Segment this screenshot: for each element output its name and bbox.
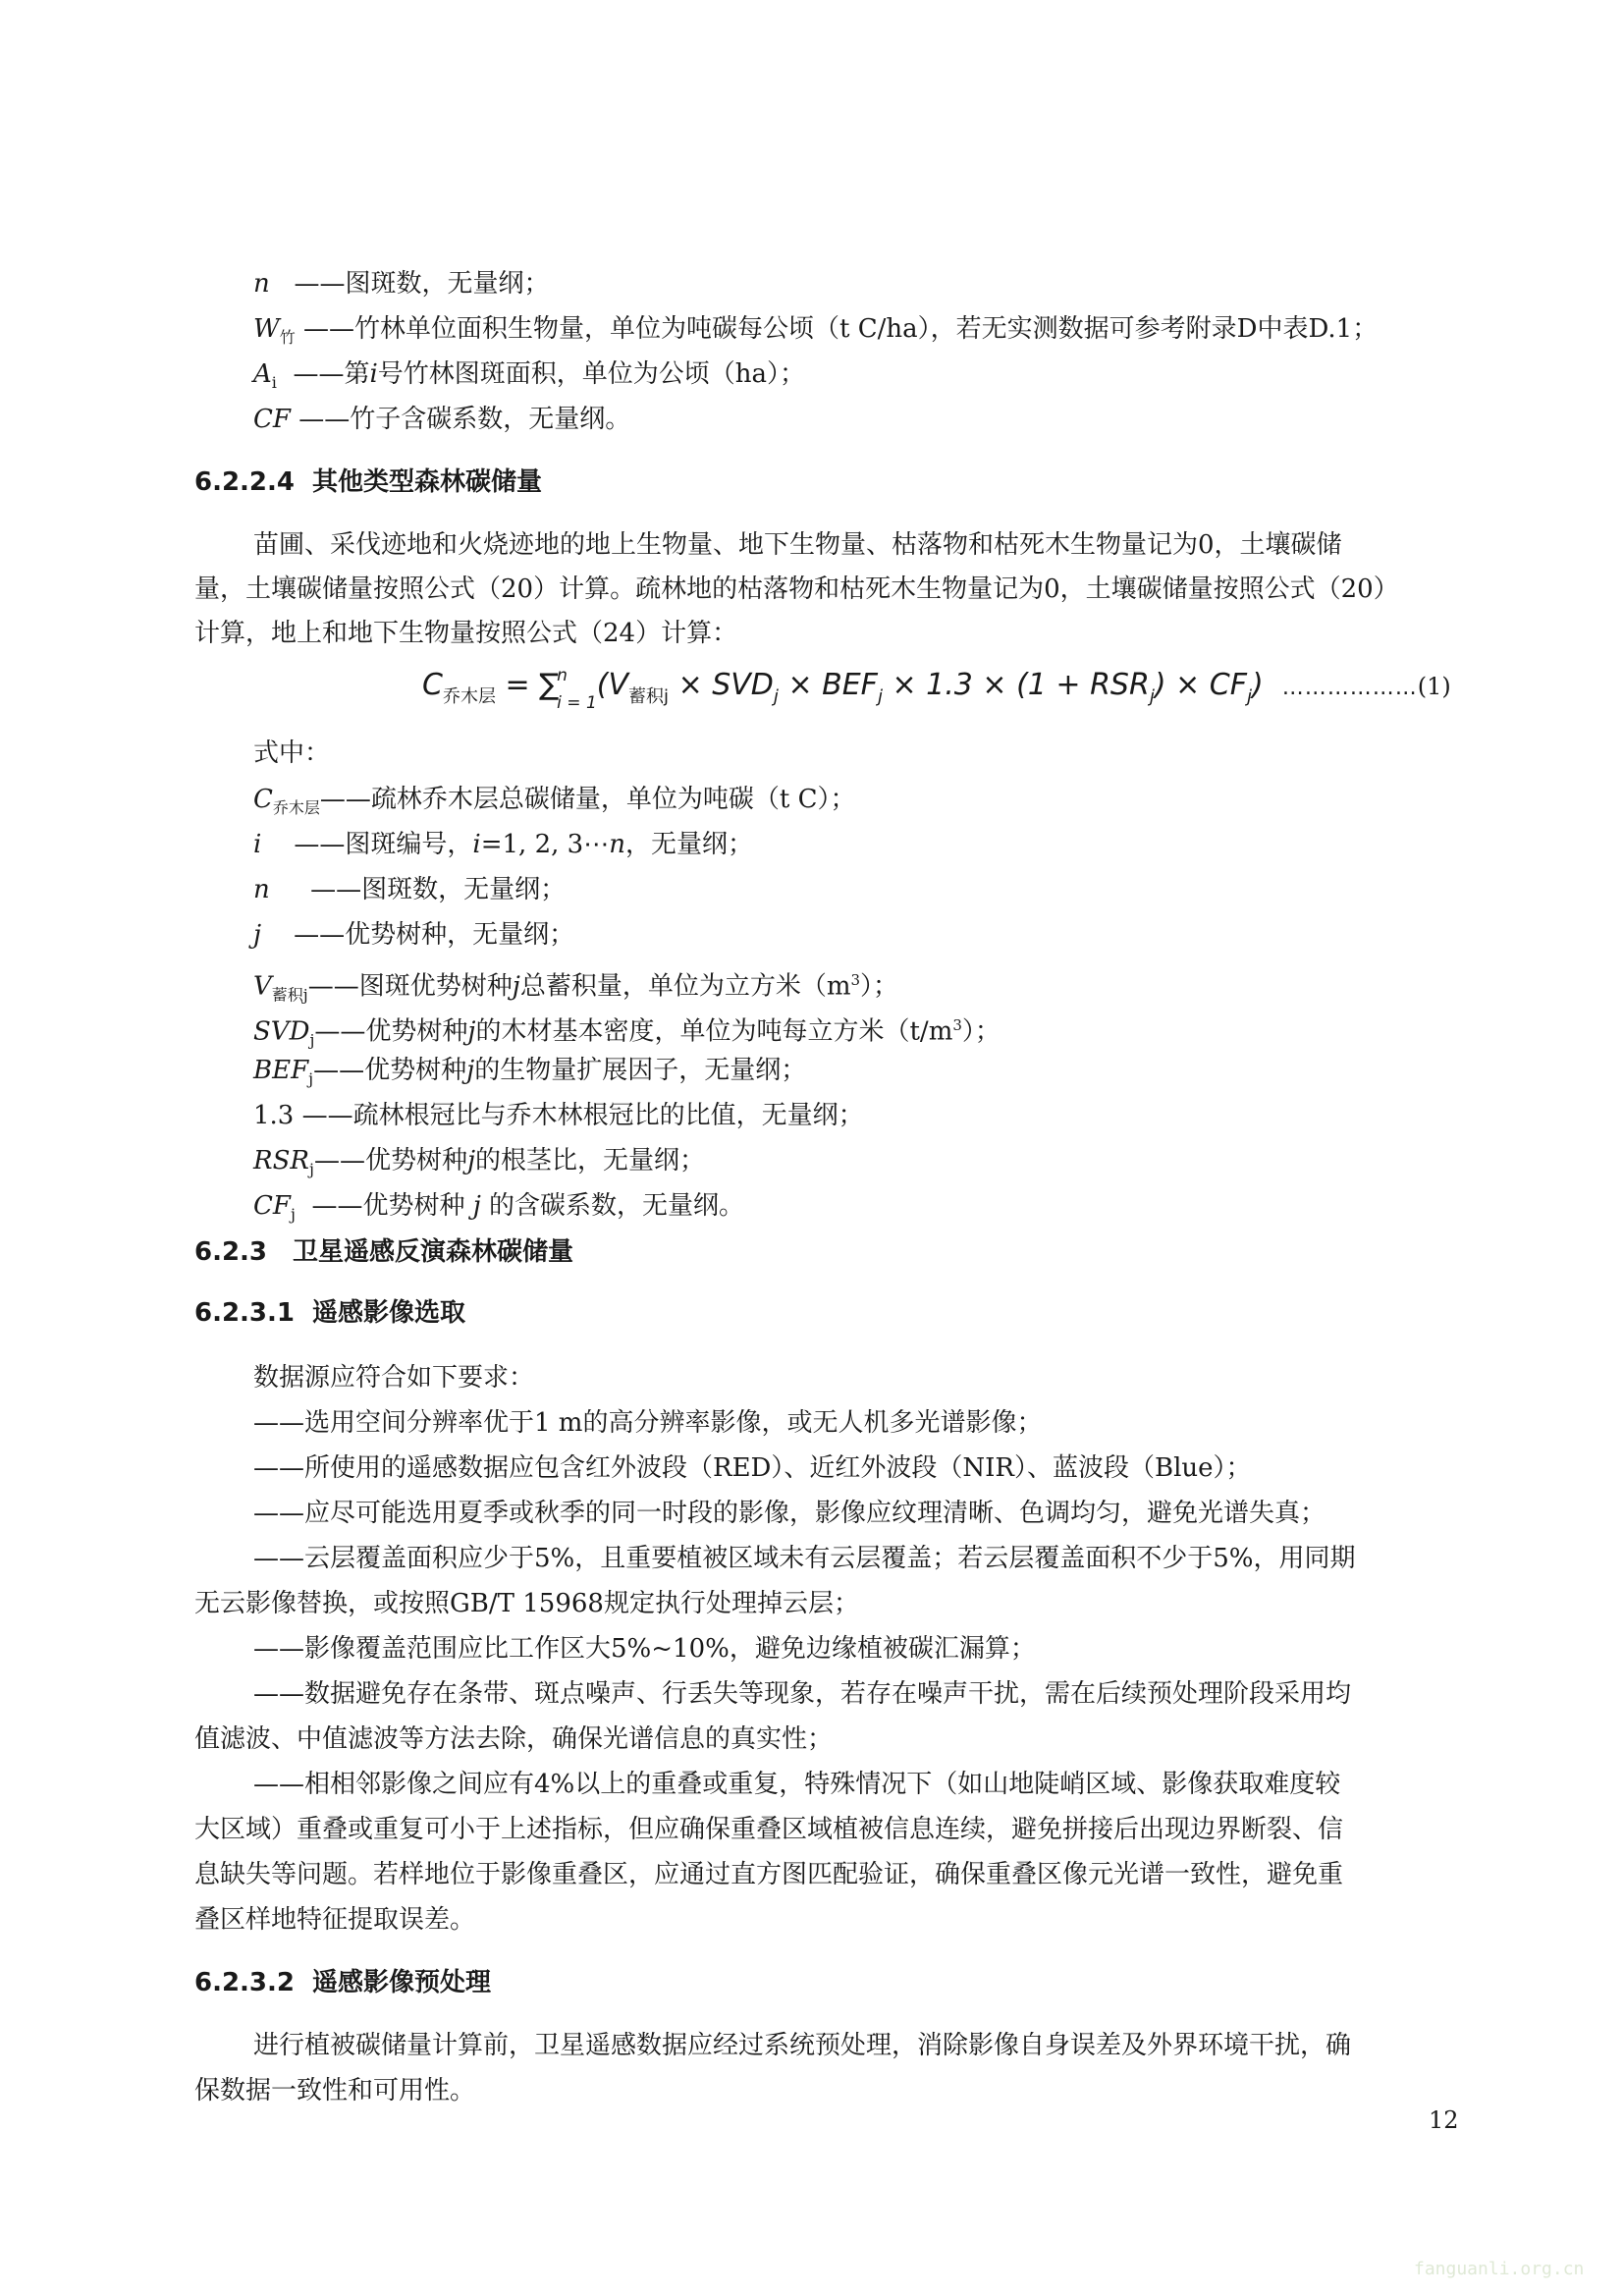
where-n-text: ——图斑数，无量纲； <box>310 875 567 904</box>
section-title: 遥感影像预处理 <box>312 1968 492 1997</box>
equation-number: (1) <box>1417 673 1451 700</box>
where-svd-text-var: j <box>467 1016 476 1047</box>
where-svd-text-pre: ——优势树种 <box>314 1016 468 1047</box>
where-j-text: ——优势树种，无量纲； <box>294 920 575 950</box>
sum-upper: n <box>557 666 568 685</box>
where-svd-symbol: SVD <box>253 1016 310 1047</box>
where-i-line <box>253 828 753 861</box>
where-v-text-pre: ——图斑优势树种 <box>307 971 513 1002</box>
formula-sub: j <box>877 686 883 707</box>
formula-lhs-sub: 乔木层 <box>442 686 496 707</box>
section-title: 卫星遥感反演森林碳储量 <box>293 1237 574 1267</box>
where-cfj-text-pre: ——优势树种 <box>311 1191 465 1221</box>
def-w-symbol: W <box>253 314 280 344</box>
list-item-continuation: 息缺失等问题。若样地位于影像重叠区，应通过直方图匹配验证，确保重叠区像元光谱一致性，避免重 <box>194 1860 1344 1889</box>
formula-lhs: C <box>422 668 443 702</box>
where-cfj-symbol: CF <box>253 1191 291 1221</box>
formula-leader-dots: ……………… <box>1281 676 1418 700</box>
formula-term: × SVD <box>669 668 774 702</box>
def-w-subscript: 竹 <box>279 328 296 347</box>
where-c-line <box>253 783 856 825</box>
formula-term: ) × CF <box>1154 668 1247 702</box>
section-title: 其他类型森林碳储量 <box>312 467 543 497</box>
where-bef-subscript: j <box>308 1069 314 1088</box>
where-i-symbol: i <box>253 830 262 859</box>
section-number: 6.2.3.1 <box>194 1298 295 1328</box>
section-heading-6232 <box>194 1966 491 1999</box>
formula-term: ) <box>1251 668 1264 702</box>
where-rsr-text-post: 的根茎比，无量纲； <box>475 1146 706 1175</box>
where-svd-text-end: ）； <box>961 1016 1001 1047</box>
def-a-line <box>253 357 805 400</box>
where-k-symbol: 1.3 <box>253 1101 295 1130</box>
watermark: fanguanli.org.cn <box>1414 2259 1585 2279</box>
list-item: ——数据避免存在条带、斑点噪声、行丢失等现象，若存在噪声干扰，需在后续预处理阶段采用均 <box>253 1679 1352 1709</box>
formula-sub: j <box>1149 686 1155 707</box>
def-cf-text: ——竹子含碳系数，无量纲。 <box>298 405 631 434</box>
where-v-text-post: 总蓄积量，单位为立方米（m <box>519 971 851 1002</box>
list-item: ——应尽可能选用夏季或秋季的同一时段的影像，影像应纹理清晰、色调均匀，避免光谱失真； <box>253 1499 1326 1528</box>
list-item-continuation: 大区域）重叠或重复可小于上述指标，但应确保重叠区域植被信息连续，避免拼接后出现边界断裂、信 <box>194 1815 1344 1844</box>
sum-symbol <box>539 666 597 713</box>
formula-sub: j <box>773 686 779 707</box>
list-item: ——选用空间分辨率优于1 m的高分辨率影像，或无人机多光谱影像； <box>253 1408 1043 1438</box>
where-bef-text-pre: ——优势树种 <box>313 1056 467 1085</box>
def-cf-line <box>253 403 630 436</box>
list-item: ——所使用的遥感数据应包含红外波段（RED）、近红外波段（NIR）、蓝波段（Blue）； <box>253 1453 1252 1483</box>
where-rsr-line <box>253 1144 705 1186</box>
where-bef-text-post: 的生物量扩展因子，无量纲； <box>474 1056 807 1085</box>
where-bef-line <box>253 1054 806 1096</box>
where-rsr-subscript: j <box>308 1160 314 1178</box>
sum-glyph: ∑ <box>539 668 560 702</box>
paragraph-line: 进行植被碳储量计算前，卫星遥感数据应经过系统预处理，消除影像自身误差及外界环境干扰，确 <box>253 2031 1352 2060</box>
where-svd-subscript: j <box>309 1030 315 1050</box>
formula-term: (V <box>596 668 629 702</box>
where-i-text-n: n <box>609 830 625 859</box>
def-a-subscript: i <box>271 373 277 392</box>
section-number: 6.2.3.2 <box>194 1968 295 1997</box>
where-cfj-subscript: j <box>290 1205 296 1224</box>
where-i-text-end: ，无量纲； <box>624 830 753 859</box>
where-v-text-end: ）； <box>860 971 899 1002</box>
where-j-line <box>253 918 574 952</box>
list-item-continuation: 叠区样地特征提取误差。 <box>194 1905 476 1935</box>
paragraph-line: 计算，地上和地下生物量按照公式（24）计算： <box>194 619 738 648</box>
def-cf-symbol: CF <box>253 405 291 434</box>
def-a-text-post: 号竹林图斑面积，单位为公顷（ha）； <box>377 359 806 389</box>
where-rsr-text-var: j <box>466 1146 476 1175</box>
section-heading-6224 <box>194 465 542 499</box>
where-i-text-var: i <box>472 830 481 859</box>
where-v-symbol: V <box>253 971 272 1002</box>
def-a-text-pre: ——第 <box>293 359 370 389</box>
sum-lower: i = 1 <box>557 693 597 713</box>
paragraph-line: 苗圃、采伐迹地和火烧迹地的地上生物量、地下生物量、枯落物和枯死木生物量记为0，土壤碳储 <box>253 530 1342 560</box>
def-n-symbol: n <box>253 269 270 299</box>
where-n-line <box>253 873 566 906</box>
formula-term: × 1.3 × (1 + RSR <box>882 668 1150 702</box>
formula-sub: 蓄积j <box>628 686 670 707</box>
where-k-line <box>253 1099 864 1132</box>
formula-term: × BEF <box>778 668 878 702</box>
section-number: 6.2.3 <box>194 1237 268 1267</box>
where-c-symbol: C <box>253 785 273 814</box>
def-a-symbol: A <box>253 359 272 389</box>
list-item-continuation: 无云影像替换，或按照GB/T 15968规定执行处理掉云层； <box>194 1589 859 1618</box>
where-svd-text-post: 的木材基本密度，单位为吨每立方米（t/m <box>475 1016 953 1047</box>
paragraph-line: 数据源应符合如下要求： <box>253 1363 535 1393</box>
where-label: 式中： <box>253 738 331 768</box>
list-item: ——影像覆盖范围应比工作区大5%~10%，避免边缘植被碳汇漏算； <box>253 1634 1036 1664</box>
where-i-text-post: =1, 2, 3⋯ <box>480 830 610 859</box>
where-cfj-text-var: j <box>472 1191 481 1221</box>
def-w-text: ——竹林单位面积生物量，单位为吨碳每公顷（t C/ha），若无实测数据可参考附录D中表D.1； <box>303 314 1379 344</box>
where-rsr-symbol: RSR <box>253 1146 309 1175</box>
def-a-text-var: i <box>369 359 378 389</box>
where-cfj-text-post: 的含碳系数，无量纲。 <box>489 1191 745 1221</box>
where-k-text: ——疏林根冠比与乔木林根冠比的比值，无量纲； <box>301 1101 864 1130</box>
where-v-line <box>253 963 898 1012</box>
where-v-subscript: 蓄积j <box>271 985 308 1005</box>
section-title: 遥感影像选取 <box>312 1298 466 1328</box>
where-bef-symbol: BEF <box>253 1056 309 1085</box>
def-n-text: ——图斑数，无量纲； <box>294 269 550 299</box>
where-c-subscript: 乔木层 <box>272 798 320 817</box>
list-item: ——云层覆盖面积应少于5%，且重要植被区域未有云层覆盖；若云层覆盖面积不少于5%，用同期 <box>253 1544 1356 1573</box>
list-item: ——相相邻影像之间应有4%以上的重叠或重复，特殊情况下（如山地陡峭区域、影像获取难度较 <box>253 1770 1341 1799</box>
where-svd-text-sup: 3 <box>952 1016 962 1034</box>
where-svd-line <box>253 1009 1001 1058</box>
section-heading-6231 <box>194 1296 465 1330</box>
where-j-symbol: j <box>253 920 262 950</box>
section-heading-623 <box>194 1235 573 1269</box>
section-number: 6.2.2.4 <box>194 467 295 497</box>
where-c-text: ——疏林乔木层总碳储量，单位为吨碳（t C）； <box>319 785 856 814</box>
page-number: 12 <box>1429 2106 1459 2134</box>
paragraph-line: 保数据一致性和可用性。 <box>194 2076 476 2105</box>
where-cfj-line <box>253 1189 744 1231</box>
formula-sub: j <box>1246 686 1252 707</box>
list-item-continuation: 值滤波、中值滤波等方法去除，确保光谱信息的真实性； <box>194 1724 834 1754</box>
where-n-symbol: n <box>253 875 270 904</box>
where-bef-text-var: j <box>466 1056 475 1085</box>
formula <box>422 666 1451 717</box>
where-v-text-var: j <box>512 971 520 1002</box>
def-n-line <box>253 267 550 301</box>
where-v-text-sup: 3 <box>850 971 861 989</box>
paragraph-line: 量，土壤碳储量按照公式（20）计算。疏林地的枯落物和枯死木生物量记为0，土壤碳储量按照公式（20） <box>194 574 1399 604</box>
formula-equals: = <box>495 668 540 702</box>
where-i-text-pre: ——图斑编号， <box>294 830 473 859</box>
where-rsr-text-pre: ——优势树种 <box>313 1146 467 1175</box>
def-w-line <box>253 312 1378 355</box>
